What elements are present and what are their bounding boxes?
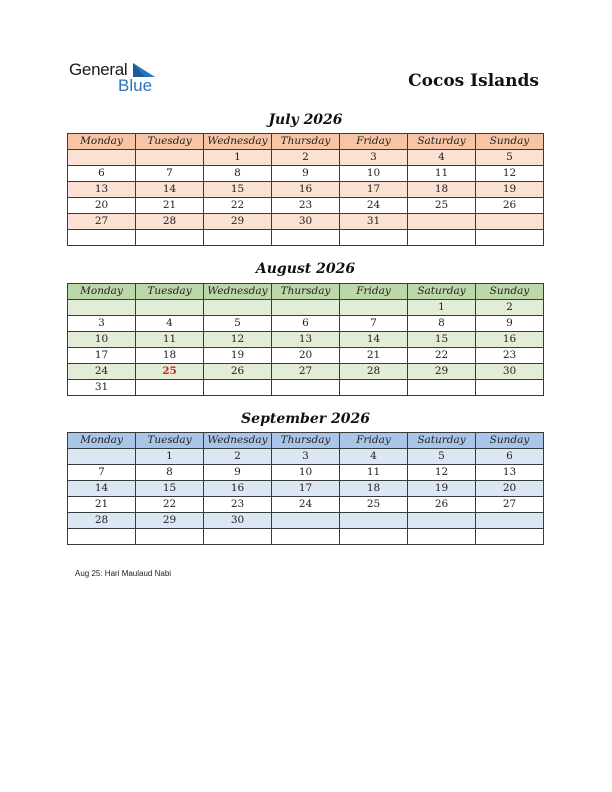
day-cell: 1 bbox=[136, 449, 204, 465]
weekday-header: Saturday bbox=[408, 433, 476, 449]
day-cell: 24 bbox=[272, 497, 340, 513]
day-cell: 7 bbox=[340, 316, 408, 332]
day-cell: 29 bbox=[408, 364, 476, 380]
week-row bbox=[68, 497, 544, 513]
weekday-header: Thursday bbox=[272, 134, 340, 150]
weekday-header: Saturday bbox=[408, 134, 476, 150]
day-cell: 25 bbox=[408, 198, 476, 214]
day-cell: 19 bbox=[476, 182, 544, 198]
week-row bbox=[68, 449, 544, 465]
day-cell: 28 bbox=[68, 513, 136, 529]
day-cell: 11 bbox=[340, 465, 408, 481]
weekday-header: Wednesday bbox=[204, 433, 272, 449]
week-row bbox=[68, 166, 544, 182]
day-cell: 14 bbox=[340, 332, 408, 348]
week-row bbox=[68, 316, 544, 332]
day-cell: 20 bbox=[68, 198, 136, 214]
day-cell bbox=[204, 230, 272, 246]
day-cell: 19 bbox=[408, 481, 476, 497]
month-title-august: August 2026 bbox=[255, 261, 356, 277]
day-cell bbox=[136, 300, 204, 316]
day-cell: 2 bbox=[204, 449, 272, 465]
day-cell bbox=[476, 529, 544, 545]
day-cell bbox=[136, 150, 204, 166]
day-cell: 2 bbox=[476, 300, 544, 316]
week-row bbox=[68, 214, 544, 230]
day-cell: 12 bbox=[476, 166, 544, 182]
weekday-header: Tuesday bbox=[136, 284, 204, 300]
day-cell bbox=[340, 230, 408, 246]
day-cell: 21 bbox=[340, 348, 408, 364]
day-cell: 22 bbox=[136, 497, 204, 513]
day-cell: 29 bbox=[204, 214, 272, 230]
day-cell: 19 bbox=[204, 348, 272, 364]
day-cell: 15 bbox=[408, 332, 476, 348]
day-cell bbox=[204, 380, 272, 396]
day-cell: 22 bbox=[408, 348, 476, 364]
day-cell: 11 bbox=[408, 166, 476, 182]
country-title: Cocos Islands bbox=[408, 71, 539, 91]
week-row bbox=[68, 348, 544, 364]
day-cell bbox=[68, 449, 136, 465]
week-row bbox=[68, 364, 544, 380]
weekday-header: Wednesday bbox=[204, 134, 272, 150]
weekday-header: Tuesday bbox=[136, 134, 204, 150]
day-cell: 13 bbox=[68, 182, 136, 198]
day-cell: 6 bbox=[476, 449, 544, 465]
day-cell bbox=[408, 529, 476, 545]
day-cell: 30 bbox=[204, 513, 272, 529]
day-cell: 21 bbox=[136, 198, 204, 214]
weekday-header: Tuesday bbox=[136, 433, 204, 449]
day-cell: 31 bbox=[340, 214, 408, 230]
day-cell: 22 bbox=[204, 198, 272, 214]
holiday-day-cell: 25 bbox=[136, 364, 204, 380]
day-cell: 15 bbox=[136, 481, 204, 497]
day-cell bbox=[68, 529, 136, 545]
day-cell bbox=[408, 230, 476, 246]
week-row bbox=[68, 332, 544, 348]
day-cell: 16 bbox=[204, 481, 272, 497]
week-row bbox=[68, 182, 544, 198]
day-cell bbox=[476, 380, 544, 396]
day-cell: 13 bbox=[272, 332, 340, 348]
day-cell bbox=[204, 529, 272, 545]
day-cell bbox=[272, 380, 340, 396]
day-cell: 23 bbox=[476, 348, 544, 364]
day-cell: 1 bbox=[408, 300, 476, 316]
day-cell: 14 bbox=[136, 182, 204, 198]
day-cell: 20 bbox=[476, 481, 544, 497]
day-cell: 11 bbox=[136, 332, 204, 348]
day-cell: 5 bbox=[408, 449, 476, 465]
day-cell: 4 bbox=[136, 316, 204, 332]
day-cell: 21 bbox=[68, 497, 136, 513]
day-cell: 23 bbox=[204, 497, 272, 513]
day-cell: 27 bbox=[476, 497, 544, 513]
day-cell: 8 bbox=[408, 316, 476, 332]
day-cell: 5 bbox=[476, 150, 544, 166]
day-cell: 3 bbox=[340, 150, 408, 166]
day-cell bbox=[476, 214, 544, 230]
day-cell bbox=[68, 230, 136, 246]
weekday-header: Monday bbox=[68, 134, 136, 150]
week-row bbox=[68, 481, 544, 497]
day-cell bbox=[340, 529, 408, 545]
weekday-header: Thursday bbox=[272, 284, 340, 300]
month-title-september: September 2026 bbox=[241, 411, 370, 427]
logo-triangle-icon bbox=[133, 63, 155, 77]
weekday-header: Thursday bbox=[272, 433, 340, 449]
day-cell: 3 bbox=[68, 316, 136, 332]
day-cell: 9 bbox=[272, 166, 340, 182]
calendar-july bbox=[67, 133, 544, 246]
day-cell: 27 bbox=[68, 214, 136, 230]
weekday-header: Sunday bbox=[476, 433, 544, 449]
day-cell: 28 bbox=[136, 214, 204, 230]
day-cell: 31 bbox=[68, 380, 136, 396]
day-cell: 6 bbox=[272, 316, 340, 332]
day-cell: 12 bbox=[204, 332, 272, 348]
day-cell bbox=[136, 529, 204, 545]
day-cell: 18 bbox=[408, 182, 476, 198]
weekday-header: Monday bbox=[68, 433, 136, 449]
weekday-header: Sunday bbox=[476, 134, 544, 150]
day-cell: 30 bbox=[476, 364, 544, 380]
day-cell: 18 bbox=[136, 348, 204, 364]
weekday-header: Saturday bbox=[408, 284, 476, 300]
day-cell: 1 bbox=[204, 150, 272, 166]
day-cell: 12 bbox=[408, 465, 476, 481]
week-row bbox=[68, 465, 544, 481]
weekday-header: Friday bbox=[340, 433, 408, 449]
day-cell: 28 bbox=[340, 364, 408, 380]
day-cell bbox=[476, 513, 544, 529]
day-cell: 16 bbox=[476, 332, 544, 348]
day-cell bbox=[340, 380, 408, 396]
week-row bbox=[68, 150, 544, 166]
day-cell: 2 bbox=[272, 150, 340, 166]
brand-logo bbox=[69, 60, 159, 96]
day-cell: 4 bbox=[408, 150, 476, 166]
day-cell bbox=[408, 380, 476, 396]
day-cell bbox=[136, 380, 204, 396]
logo-text-general: General bbox=[69, 60, 128, 79]
day-cell: 26 bbox=[204, 364, 272, 380]
day-cell: 26 bbox=[408, 497, 476, 513]
logo-text-blue: Blue bbox=[118, 76, 153, 95]
day-cell: 10 bbox=[340, 166, 408, 182]
day-cell: 17 bbox=[68, 348, 136, 364]
day-cell: 24 bbox=[340, 198, 408, 214]
day-cell bbox=[68, 300, 136, 316]
day-cell: 20 bbox=[272, 348, 340, 364]
day-cell: 10 bbox=[272, 465, 340, 481]
day-cell bbox=[272, 230, 340, 246]
day-cell bbox=[340, 300, 408, 316]
day-cell: 23 bbox=[272, 198, 340, 214]
calendar-september bbox=[67, 432, 544, 545]
day-cell: 7 bbox=[68, 465, 136, 481]
day-cell: 27 bbox=[272, 364, 340, 380]
week-row bbox=[68, 230, 544, 246]
day-cell: 15 bbox=[204, 182, 272, 198]
day-cell: 5 bbox=[204, 316, 272, 332]
day-cell bbox=[272, 513, 340, 529]
day-cell: 7 bbox=[136, 166, 204, 182]
day-cell: 9 bbox=[204, 465, 272, 481]
day-cell: 10 bbox=[68, 332, 136, 348]
day-cell bbox=[272, 300, 340, 316]
day-cell: 9 bbox=[476, 316, 544, 332]
day-cell bbox=[272, 529, 340, 545]
day-cell: 25 bbox=[340, 497, 408, 513]
day-cell bbox=[68, 150, 136, 166]
calendar-august bbox=[67, 283, 544, 396]
month-title-july: July 2026 bbox=[268, 112, 343, 128]
day-cell: 16 bbox=[272, 182, 340, 198]
day-cell: 18 bbox=[340, 481, 408, 497]
day-cell: 13 bbox=[476, 465, 544, 481]
week-row bbox=[68, 513, 544, 529]
holiday-note: Aug 25: Hari Maulaud Nabi bbox=[75, 569, 172, 578]
day-cell: 17 bbox=[340, 182, 408, 198]
day-cell bbox=[476, 230, 544, 246]
day-cell bbox=[408, 513, 476, 529]
weekday-header: Friday bbox=[340, 284, 408, 300]
weekday-header: Sunday bbox=[476, 284, 544, 300]
day-cell: 30 bbox=[272, 214, 340, 230]
day-cell: 3 bbox=[272, 449, 340, 465]
day-cell: 6 bbox=[68, 166, 136, 182]
day-cell: 17 bbox=[272, 481, 340, 497]
day-cell: 26 bbox=[476, 198, 544, 214]
day-cell: 4 bbox=[340, 449, 408, 465]
day-cell: 8 bbox=[204, 166, 272, 182]
day-cell bbox=[408, 214, 476, 230]
weekday-header: Monday bbox=[68, 284, 136, 300]
week-row bbox=[68, 380, 544, 396]
day-cell: 14 bbox=[68, 481, 136, 497]
day-cell: 24 bbox=[68, 364, 136, 380]
week-row bbox=[68, 300, 544, 316]
day-cell bbox=[136, 230, 204, 246]
weekday-header: Wednesday bbox=[204, 284, 272, 300]
day-cell: 8 bbox=[136, 465, 204, 481]
week-row bbox=[68, 198, 544, 214]
day-cell bbox=[204, 300, 272, 316]
day-cell bbox=[340, 513, 408, 529]
day-cell: 29 bbox=[136, 513, 204, 529]
weekday-header: Friday bbox=[340, 134, 408, 150]
week-row bbox=[68, 529, 544, 545]
